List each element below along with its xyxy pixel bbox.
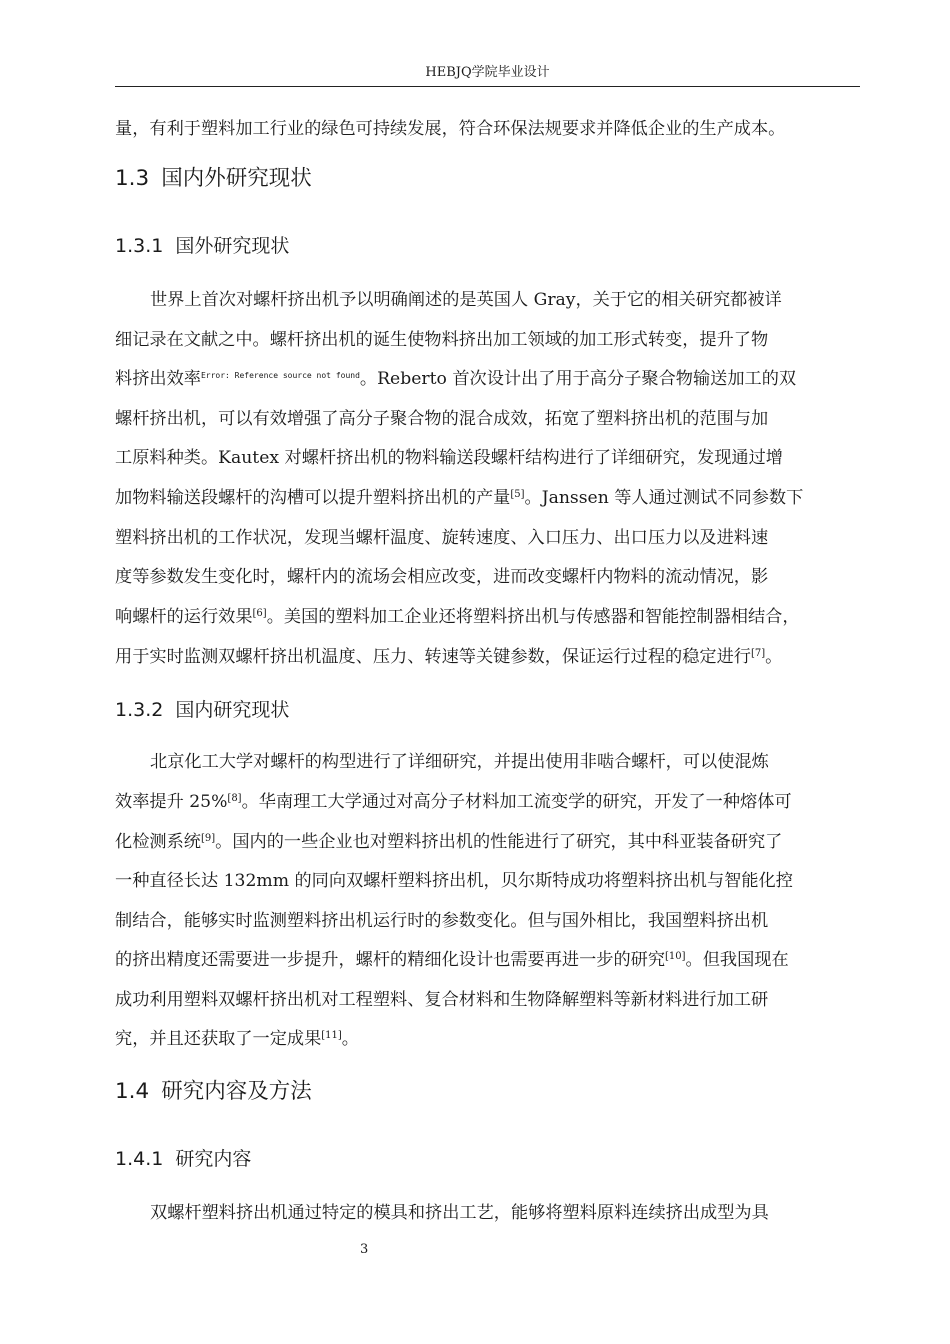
paragraph-line: 度等参数发生变化时，螺杆内的流场会相应改变，进而改变螺杆内物料的流动情况，影	[115, 567, 769, 587]
section-number: 1.4.1	[115, 1148, 164, 1170]
text-run: 。Janssen 等人通过测试不同参数下	[524, 488, 804, 508]
reference-error: Error: Reference source not found	[200, 371, 360, 380]
subsection-heading-1-3-1	[115, 233, 289, 259]
text-run: 。	[765, 647, 783, 667]
paragraph-line: 双螺杆塑料挤出机通过特定的模具和挤出工艺，能够将塑料原料连续挤出成型为具	[150, 1203, 769, 1223]
text-run: 。	[341, 1029, 359, 1049]
text-run: 。国内的一些企业也对塑料挤出机的性能进行了研究，其中科亚装备研究了	[215, 832, 783, 852]
section-title: 国外研究现状	[175, 235, 290, 257]
paragraph-line: 一种直径长达 132mm 的同向双螺杆塑料挤出机，贝尔斯特成功将塑料挤出机与智能化控	[115, 871, 793, 891]
paragraph-line	[115, 367, 796, 391]
citation: [10]	[665, 951, 686, 962]
citation: [5]	[510, 489, 525, 500]
text-run: 料挤出效率	[115, 369, 201, 389]
section-heading-1-3	[115, 165, 312, 193]
paragraph-line: 北京化工大学对螺杆的构型进行了详细研究，并提出使用非啮合螺杆，可以使混炼	[150, 752, 769, 772]
paragraph-line: 螺杆挤出机，可以有效增强了高分子聚合物的混合成效，拓宽了塑料挤出机的范围与加	[115, 409, 769, 429]
paragraph-line	[115, 790, 792, 814]
page-number: 3	[360, 1242, 369, 1257]
section-title: 研究内容及方法	[161, 1079, 312, 1104]
text-run: 化检测系统	[115, 832, 201, 852]
paragraph-line: 细记录在文献之中。螺杆挤出机的诞生使物料挤出加工领域的加工形式转变，提升了物	[115, 330, 769, 350]
section-title: 国内外研究现状	[161, 166, 312, 191]
text-run: 加物料输送段螺杆的沟槽可以提升塑料挤出机的产量	[115, 488, 511, 508]
section-title: 国内研究现状	[175, 699, 290, 721]
paragraph-line: 工原料种类。Kautex 对螺杆挤出机的物料输送段螺杆结构进行了详细研究，发现通过增	[115, 448, 783, 468]
paragraph-line	[115, 605, 800, 629]
text-run: 响螺杆的运行效果	[115, 607, 253, 627]
page-header: HEBJQ学院毕业设计	[425, 65, 550, 80]
subsection-heading-1-4-1	[115, 1146, 251, 1172]
text-run: 。但我国现在	[685, 950, 789, 970]
paragraph-line: 制结合，能够实时监测塑料挤出机运行时的参数变化。但与国外相比，我国塑料挤出机	[115, 911, 769, 931]
section-number: 1.3	[115, 166, 150, 191]
text-run: 。美国的塑料加工企业还将塑料挤出机与传感器和智能控制器相结合，	[266, 607, 800, 627]
section-number: 1.3.2	[115, 699, 164, 721]
citation: [8]	[227, 793, 242, 804]
citation: [6]	[252, 608, 267, 619]
section-number: 1.4	[115, 1079, 150, 1104]
text-run: 用于实时监测双螺杆挤出机温度、压力、转速等关键参数，保证运行过程的稳定进行	[115, 647, 751, 667]
header-rule	[115, 86, 860, 87]
text-run: 。Reberto 首次设计出了用于高分子聚合物输送加工的双	[359, 369, 797, 389]
paragraph-line	[115, 830, 782, 854]
citation: [11]	[321, 1030, 342, 1041]
text-run: 究，并且还获取了一定成果	[115, 1029, 322, 1049]
subsection-heading-1-3-2	[115, 697, 289, 723]
text-run: 。华南理工大学通过对高分子材料加工流变学的研究，开发了一种熔体可	[241, 792, 792, 812]
section-title: 研究内容	[175, 1148, 252, 1170]
paragraph-line	[115, 486, 803, 510]
paragraph-line: 成功利用塑料双螺杆挤出机对工程塑料、复合材料和生物降解塑料等新材料进行加工研	[115, 990, 769, 1010]
paragraph-line	[115, 645, 782, 669]
citation: [7]	[750, 648, 766, 659]
paragraph-line: 世界上首次对螺杆挤出机予以明确阐述的是英国人 Gray，关于它的相关研究都被详	[150, 290, 782, 310]
section-number: 1.3.1	[115, 235, 164, 257]
citation: [9]	[200, 833, 216, 844]
paragraph-line	[115, 948, 789, 972]
paragraph-line: 量，有利于塑料加工行业的绿色可持续发展，符合环保法规要求并降低企业的生产成本。	[115, 119, 786, 139]
paragraph-line: 塑料挤出机的工作状况，发现当螺杆温度、旋转速度、入口压力、出口压力以及进料速	[115, 528, 769, 548]
section-heading-1-4	[115, 1078, 312, 1106]
paragraph-line	[115, 1027, 359, 1051]
text-run: 效率提升 25%	[115, 792, 228, 812]
text-run: 的挤出精度还需要进一步提升，螺杆的精细化设计也需要再进一步的研究	[115, 950, 666, 970]
